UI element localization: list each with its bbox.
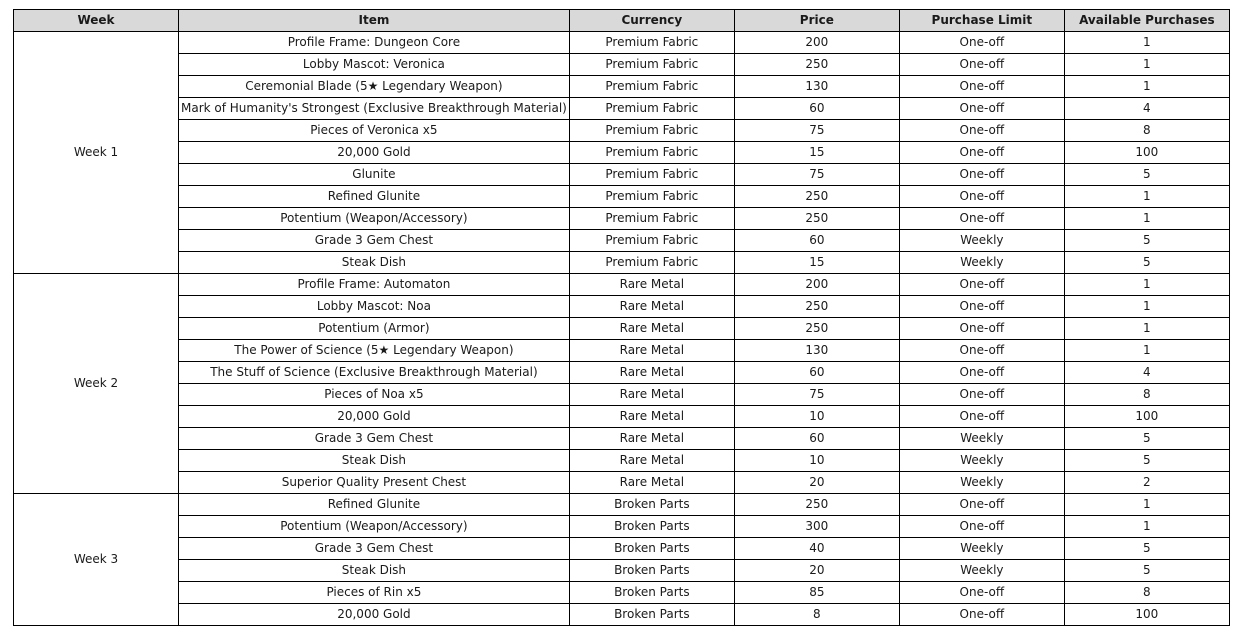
available-purchases-cell: 5 bbox=[1064, 164, 1229, 186]
item-cell: Refined Glunite bbox=[179, 186, 570, 208]
table-row bbox=[14, 252, 1230, 274]
available-purchases-cell: 8 bbox=[1064, 384, 1229, 406]
item-cell: Refined Glunite bbox=[179, 494, 570, 516]
price-cell: 8 bbox=[734, 604, 899, 626]
currency-cell: Rare Metal bbox=[569, 274, 734, 296]
purchase-limit-cell: One-off bbox=[899, 296, 1064, 318]
available-purchases-cell: 4 bbox=[1064, 362, 1229, 384]
available-purchases-cell: 5 bbox=[1064, 428, 1229, 450]
item-cell: Steak Dish bbox=[179, 560, 570, 582]
table-row bbox=[14, 164, 1230, 186]
purchase-limit-cell: Weekly bbox=[899, 230, 1064, 252]
header-available-purchases: Available Purchases bbox=[1064, 10, 1229, 32]
available-purchases-cell: 5 bbox=[1064, 230, 1229, 252]
available-purchases-cell: 1 bbox=[1064, 340, 1229, 362]
available-purchases-cell: 5 bbox=[1064, 450, 1229, 472]
purchase-limit-cell: One-off bbox=[899, 406, 1064, 428]
purchase-limit-cell: One-off bbox=[899, 494, 1064, 516]
price-cell: 60 bbox=[734, 230, 899, 252]
price-cell: 40 bbox=[734, 538, 899, 560]
available-purchases-cell: 1 bbox=[1064, 76, 1229, 98]
currency-cell: Broken Parts bbox=[569, 560, 734, 582]
price-cell: 250 bbox=[734, 318, 899, 340]
available-purchases-cell: 1 bbox=[1064, 296, 1229, 318]
currency-cell: Premium Fabric bbox=[569, 98, 734, 120]
currency-cell: Premium Fabric bbox=[569, 76, 734, 98]
purchase-limit-cell: Weekly bbox=[899, 560, 1064, 582]
item-cell: Grade 3 Gem Chest bbox=[179, 538, 570, 560]
price-cell: 10 bbox=[734, 450, 899, 472]
price-cell: 75 bbox=[734, 384, 899, 406]
currency-cell: Rare Metal bbox=[569, 384, 734, 406]
shop-table-container bbox=[13, 9, 1230, 626]
purchase-limit-cell: One-off bbox=[899, 186, 1064, 208]
table-row bbox=[14, 604, 1230, 626]
header-price: Price bbox=[734, 10, 899, 32]
price-cell: 20 bbox=[734, 560, 899, 582]
currency-cell: Broken Parts bbox=[569, 604, 734, 626]
currency-cell: Rare Metal bbox=[569, 296, 734, 318]
currency-cell: Premium Fabric bbox=[569, 230, 734, 252]
currency-cell: Premium Fabric bbox=[569, 54, 734, 76]
table-row bbox=[14, 54, 1230, 76]
table-row bbox=[14, 560, 1230, 582]
item-cell: Steak Dish bbox=[179, 252, 570, 274]
item-cell: The Stuff of Science (Exclusive Breakthrough Material) bbox=[179, 362, 570, 384]
currency-cell: Premium Fabric bbox=[569, 142, 734, 164]
purchase-limit-cell: Weekly bbox=[899, 252, 1064, 274]
table-row bbox=[14, 208, 1230, 230]
purchase-limit-cell: One-off bbox=[899, 604, 1064, 626]
available-purchases-cell: 1 bbox=[1064, 32, 1229, 54]
currency-cell: Premium Fabric bbox=[569, 208, 734, 230]
table-row bbox=[14, 318, 1230, 340]
available-purchases-cell: 8 bbox=[1064, 582, 1229, 604]
item-cell: Superior Quality Present Chest bbox=[179, 472, 570, 494]
item-cell: Profile Frame: Dungeon Core bbox=[179, 32, 570, 54]
purchase-limit-cell: One-off bbox=[899, 318, 1064, 340]
purchase-limit-cell: One-off bbox=[899, 164, 1064, 186]
week-cell: Week 3 bbox=[14, 494, 179, 626]
available-purchases-cell: 100 bbox=[1064, 604, 1229, 626]
table-row bbox=[14, 494, 1230, 516]
table-row bbox=[14, 582, 1230, 604]
item-cell: Ceremonial Blade (5★ Legendary Weapon) bbox=[179, 76, 570, 98]
available-purchases-cell: 1 bbox=[1064, 494, 1229, 516]
purchase-limit-cell: One-off bbox=[899, 76, 1064, 98]
available-purchases-cell: 1 bbox=[1064, 516, 1229, 538]
table-row bbox=[14, 296, 1230, 318]
currency-cell: Premium Fabric bbox=[569, 186, 734, 208]
shop-table bbox=[13, 9, 1230, 626]
purchase-limit-cell: One-off bbox=[899, 98, 1064, 120]
item-cell: 20,000 Gold bbox=[179, 604, 570, 626]
currency-cell: Rare Metal bbox=[569, 362, 734, 384]
purchase-limit-cell: One-off bbox=[899, 32, 1064, 54]
purchase-limit-cell: Weekly bbox=[899, 450, 1064, 472]
week-cell: Week 1 bbox=[14, 32, 179, 274]
available-purchases-cell: 1 bbox=[1064, 274, 1229, 296]
currency-cell: Broken Parts bbox=[569, 516, 734, 538]
available-purchases-cell: 5 bbox=[1064, 538, 1229, 560]
item-cell: Potentium (Armor) bbox=[179, 318, 570, 340]
available-purchases-cell: 100 bbox=[1064, 406, 1229, 428]
purchase-limit-cell: One-off bbox=[899, 340, 1064, 362]
item-cell: Grade 3 Gem Chest bbox=[179, 230, 570, 252]
price-cell: 60 bbox=[734, 428, 899, 450]
price-cell: 130 bbox=[734, 340, 899, 362]
week-cell: Week 2 bbox=[14, 274, 179, 494]
table-row bbox=[14, 384, 1230, 406]
table-row bbox=[14, 230, 1230, 252]
item-cell: Glunite bbox=[179, 164, 570, 186]
currency-cell: Rare Metal bbox=[569, 318, 734, 340]
price-cell: 250 bbox=[734, 208, 899, 230]
purchase-limit-cell: Weekly bbox=[899, 538, 1064, 560]
item-cell: The Power of Science (5★ Legendary Weapon) bbox=[179, 340, 570, 362]
purchase-limit-cell: Weekly bbox=[899, 472, 1064, 494]
available-purchases-cell: 4 bbox=[1064, 98, 1229, 120]
item-cell: 20,000 Gold bbox=[179, 406, 570, 428]
available-purchases-cell: 5 bbox=[1064, 252, 1229, 274]
price-cell: 75 bbox=[734, 120, 899, 142]
available-purchases-cell: 1 bbox=[1064, 54, 1229, 76]
item-cell: Grade 3 Gem Chest bbox=[179, 428, 570, 450]
table-row bbox=[14, 428, 1230, 450]
currency-cell: Rare Metal bbox=[569, 340, 734, 362]
table-row bbox=[14, 98, 1230, 120]
price-cell: 60 bbox=[734, 98, 899, 120]
table-row bbox=[14, 362, 1230, 384]
price-cell: 200 bbox=[734, 32, 899, 54]
item-cell: Pieces of Rin x5 bbox=[179, 582, 570, 604]
table-row bbox=[14, 472, 1230, 494]
table-row bbox=[14, 516, 1230, 538]
currency-cell: Rare Metal bbox=[569, 406, 734, 428]
price-cell: 15 bbox=[734, 252, 899, 274]
available-purchases-cell: 100 bbox=[1064, 142, 1229, 164]
header-purchase-limit: Purchase Limit bbox=[899, 10, 1064, 32]
price-cell: 250 bbox=[734, 186, 899, 208]
price-cell: 250 bbox=[734, 494, 899, 516]
item-cell: Pieces of Veronica x5 bbox=[179, 120, 570, 142]
price-cell: 300 bbox=[734, 516, 899, 538]
currency-cell: Premium Fabric bbox=[569, 164, 734, 186]
currency-cell: Premium Fabric bbox=[569, 120, 734, 142]
price-cell: 20 bbox=[734, 472, 899, 494]
price-cell: 10 bbox=[734, 406, 899, 428]
available-purchases-cell: 1 bbox=[1064, 186, 1229, 208]
price-cell: 15 bbox=[734, 142, 899, 164]
available-purchases-cell: 8 bbox=[1064, 120, 1229, 142]
available-purchases-cell: 5 bbox=[1064, 560, 1229, 582]
header-row bbox=[14, 10, 1230, 32]
currency-cell: Broken Parts bbox=[569, 538, 734, 560]
price-cell: 200 bbox=[734, 274, 899, 296]
price-cell: 250 bbox=[734, 54, 899, 76]
price-cell: 250 bbox=[734, 296, 899, 318]
header-week: Week bbox=[14, 10, 179, 32]
item-cell: Mark of Humanity's Strongest (Exclusive Breakthrough Material) bbox=[179, 98, 570, 120]
currency-cell: Premium Fabric bbox=[569, 252, 734, 274]
purchase-limit-cell: One-off bbox=[899, 516, 1064, 538]
table-row bbox=[14, 120, 1230, 142]
price-cell: 60 bbox=[734, 362, 899, 384]
item-cell: Pieces of Noa x5 bbox=[179, 384, 570, 406]
table-row bbox=[14, 406, 1230, 428]
available-purchases-cell: 2 bbox=[1064, 472, 1229, 494]
table-row bbox=[14, 76, 1230, 98]
purchase-limit-cell: One-off bbox=[899, 120, 1064, 142]
item-cell: Steak Dish bbox=[179, 450, 570, 472]
purchase-limit-cell: Weekly bbox=[899, 428, 1064, 450]
currency-cell: Rare Metal bbox=[569, 428, 734, 450]
item-cell: Lobby Mascot: Veronica bbox=[179, 54, 570, 76]
price-cell: 130 bbox=[734, 76, 899, 98]
available-purchases-cell: 1 bbox=[1064, 208, 1229, 230]
table-row bbox=[14, 340, 1230, 362]
price-cell: 75 bbox=[734, 164, 899, 186]
table-row bbox=[14, 186, 1230, 208]
item-cell: 20,000 Gold bbox=[179, 142, 570, 164]
currency-cell: Broken Parts bbox=[569, 582, 734, 604]
item-cell: Lobby Mascot: Noa bbox=[179, 296, 570, 318]
available-purchases-cell: 1 bbox=[1064, 318, 1229, 340]
price-cell: 85 bbox=[734, 582, 899, 604]
table-row bbox=[14, 142, 1230, 164]
purchase-limit-cell: One-off bbox=[899, 362, 1064, 384]
purchase-limit-cell: One-off bbox=[899, 142, 1064, 164]
table-header bbox=[14, 10, 1230, 32]
currency-cell: Premium Fabric bbox=[569, 32, 734, 54]
currency-cell: Rare Metal bbox=[569, 472, 734, 494]
currency-cell: Broken Parts bbox=[569, 494, 734, 516]
purchase-limit-cell: One-off bbox=[899, 582, 1064, 604]
purchase-limit-cell: One-off bbox=[899, 274, 1064, 296]
item-cell: Potentium (Weapon/Accessory) bbox=[179, 208, 570, 230]
table-row bbox=[14, 32, 1230, 54]
table-row bbox=[14, 274, 1230, 296]
table-row bbox=[14, 450, 1230, 472]
header-currency: Currency bbox=[569, 10, 734, 32]
purchase-limit-cell: One-off bbox=[899, 384, 1064, 406]
item-cell: Profile Frame: Automaton bbox=[179, 274, 570, 296]
currency-cell: Rare Metal bbox=[569, 450, 734, 472]
header-item: Item bbox=[179, 10, 570, 32]
table-row bbox=[14, 538, 1230, 560]
item-cell: Potentium (Weapon/Accessory) bbox=[179, 516, 570, 538]
purchase-limit-cell: One-off bbox=[899, 208, 1064, 230]
purchase-limit-cell: One-off bbox=[899, 54, 1064, 76]
table-body bbox=[14, 32, 1230, 626]
